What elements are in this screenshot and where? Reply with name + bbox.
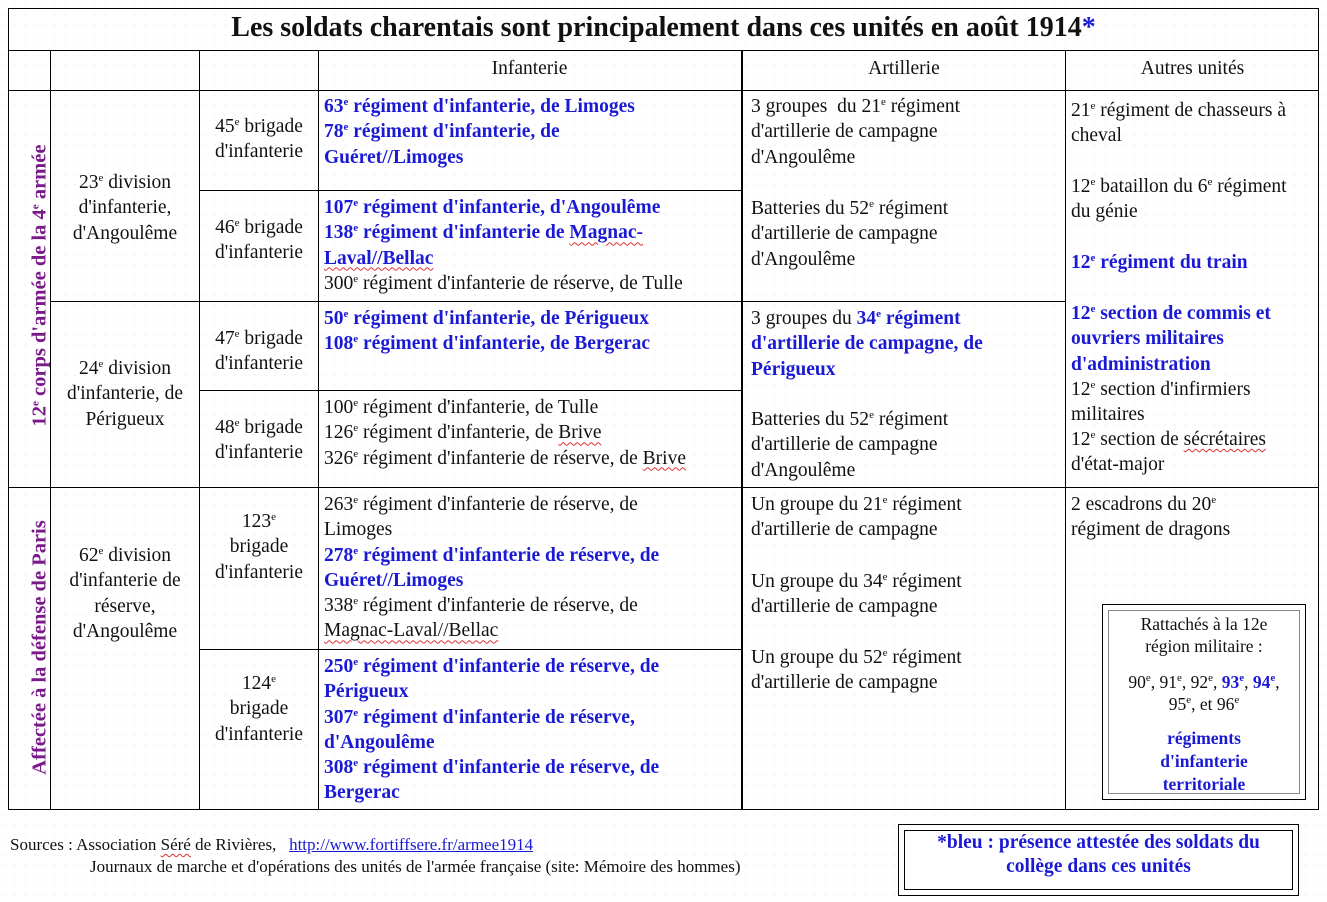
artillery-5: Un groupe du 21e régiment d'artillerie de campagne [751, 494, 962, 541]
division-23: 23e division d'infanterie, d'Angoulême [72, 172, 178, 244]
header-autres: Autres unités [1140, 58, 1245, 79]
brigade-123: 123e brigade d'infanterie [215, 511, 303, 583]
other-6: 12e section de sécrétaires d'état-major [1071, 429, 1266, 476]
brigade-47: 47e brigade d'infanterie [215, 328, 303, 375]
page-title: Les soldats charentais sont principalement dans ces unités en août 1914* [231, 12, 1096, 43]
legend-box: *bleu : présence attestée des soldats du collège dans ces unités [898, 824, 1299, 896]
infantry-b48: 100e régiment d'infanterie, de Tulle 126e régiment d'infanterie, de Brive 326e régiment d'infanterie de réserve, de Brive [324, 397, 686, 469]
rattaches-box: Rattachés à la 12e région militaire : 90e, 91e, 92e, 93e, 94e, 95e, et 96e régiments d'infanterie territoriale [1102, 604, 1306, 800]
artillery-2: Batteries du 52e régiment d'artillerie de campagne d'Angoulême [751, 198, 949, 270]
artillery-4: Batteries du 52e régiment d'artillerie de campagne d'Angoulême [751, 409, 949, 481]
artillery-3: 3 groupes du 34e régiment d'artillerie de campagne, de Périgueux [751, 308, 983, 380]
sources-link[interactable]: http://www.fortiffsere.fr/armee1914 [289, 835, 534, 854]
brigade-46: 46e brigade d'infanterie [215, 217, 303, 264]
corps-paris-label: Affectée à la défense de Paris [28, 520, 51, 775]
brigade-45: 45e brigade d'infanterie [215, 116, 303, 163]
artillery-6: Un groupe du 34e régiment d'artillerie de campagne [751, 571, 962, 618]
infantry-b47: 50e régiment d'infanterie, de Périgueux 108e régiment d'infanterie, de Bergerac [324, 308, 651, 355]
other-2: 12e bataillon du 6e régiment du génie [1071, 176, 1287, 223]
corps-12-label: 12e corps d'armée de la 4e armée [28, 144, 51, 427]
brigade-124: 124e brigade d'infanterie [215, 673, 303, 745]
header-infanterie: Infanterie [491, 58, 568, 79]
other-1: 21e régiment de chasseurs à cheval [1071, 100, 1286, 147]
infantry-b45: 63e régiment d'infanterie, de Limoges 78e régiment d'infanterie, de Guéret//Limoges [324, 96, 635, 168]
artillery-1: 3 groupes du 21e régiment d'artillerie de campagne d'Angoulême [751, 96, 961, 168]
brigade-48: 48e brigade d'infanterie [215, 417, 303, 464]
division-24: 24e division d'infanterie, de Périgueux [66, 358, 184, 430]
infantry-b123: 263e régiment d'infanterie de réserve, de Limoges 278e régiment d'infanterie de réserve, de Guéret//Limoges 338e régiment d'infanterie de réserve, de Magnac-Laval//Bellac [324, 494, 660, 642]
infantry-b46: 107e régiment d'infanterie, d'Angoulême 138e régiment d'infanterie de Magnac- Laval//Bellac 300e régiment d'infanterie de réserve, de Tulle [324, 197, 683, 294]
other-7: 2 escadrons du 20e régiment de dragons [1071, 494, 1231, 541]
header-artillerie: Artillerie [868, 58, 940, 79]
division-62: 62e division d'infanterie de réserve, d'Angoulême [69, 545, 181, 642]
sources: Sources : Association Séré de Rivières, http://www.fortiffsere.fr/armee1914 Journaux de marche et d'opérations des unités de l'armée française (site: Mémoire des hommes) [10, 835, 741, 876]
other-5: 12e section d'infirmiers militaires [1071, 379, 1251, 426]
other-3: 12e régiment du train [1071, 252, 1248, 273]
artillery-7: Un groupe du 52e régiment d'artillerie de campagne [751, 647, 962, 694]
infantry-b124: 250e régiment d'infanterie de réserve, de Périgueux 307e régiment d'infanterie de réserve, d'Angoulême 308e régiment d'infanterie de réserve, de Bergerac [324, 656, 660, 804]
other-4: 12e section de commis et ouvriers militaires d'administration [1071, 303, 1271, 375]
